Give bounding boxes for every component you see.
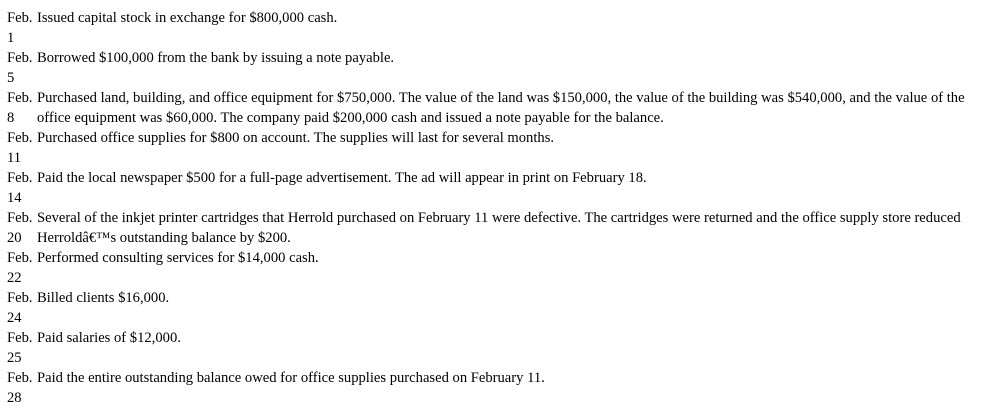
transaction-date xyxy=(7,168,37,208)
transaction-row xyxy=(7,8,1005,48)
transaction-month: Feb. xyxy=(7,330,33,346)
transaction-day: 8 xyxy=(7,110,15,126)
transaction-day: 22 xyxy=(7,270,22,286)
transaction-date xyxy=(7,248,37,288)
transaction-day: 20 xyxy=(7,230,22,246)
transaction-description: Purchased land, building, and office equipment for $750,000. The value of the land was $150,000, the value of the building was $540,000, and the value of the office equipment was $60,000. The company paid $200,000 cash and issued a note payable for the balance. xyxy=(37,90,965,126)
transaction-month: Feb. xyxy=(7,290,33,306)
transaction-day: 28 xyxy=(7,390,22,406)
transaction-row xyxy=(7,368,1005,408)
transaction-month: Feb. xyxy=(7,50,33,66)
transaction-month: Feb. xyxy=(7,90,33,106)
transaction-row xyxy=(7,288,1005,328)
transaction-description: Borrowed $100,000 from the bank by issuing a note payable. xyxy=(37,50,395,66)
transaction-month: Feb. xyxy=(7,210,33,226)
transaction-row xyxy=(7,328,1005,368)
transaction-date xyxy=(7,208,37,248)
transaction-month: Feb. xyxy=(7,370,33,386)
transaction-date xyxy=(7,88,37,128)
transaction-description: Performed consulting services for $14,000 cash. xyxy=(37,250,319,266)
transaction-description: Paid the local newspaper $500 for a full-page advertisement. The ad will appear in print on February 18. xyxy=(37,170,647,186)
transaction-row xyxy=(7,88,1005,128)
transaction-description: Purchased office supplies for $800 on account. The supplies will last for several months. xyxy=(37,130,555,146)
transaction-date xyxy=(7,48,37,88)
transaction-description: Issued capital stock in exchange for $800,000 cash. xyxy=(37,10,338,26)
transaction-row xyxy=(7,208,1005,248)
transaction-date xyxy=(7,128,37,168)
transaction-day: 1 xyxy=(7,30,15,46)
transaction-date xyxy=(7,8,37,48)
transaction-day: 14 xyxy=(7,190,22,206)
transaction-date xyxy=(7,288,37,328)
transaction-description: Paid the entire outstanding balance owed for office supplies purchased on February 11. xyxy=(37,370,545,386)
transaction-row xyxy=(7,128,1005,168)
transaction-row xyxy=(7,248,1005,288)
transaction-day: 5 xyxy=(7,70,15,86)
transaction-description: Several of the inkjet printer cartridges that Herrold purchased on February 11 were defective. The cartridges were returned and the office supply store reduced Herroldâ€™s outstanding balance by $200. xyxy=(37,210,961,246)
transaction-description: Billed clients $16,000. xyxy=(37,290,170,306)
transaction-day: 24 xyxy=(7,310,22,326)
transaction-row xyxy=(7,168,1005,208)
transaction-description: Paid salaries of $12,000. xyxy=(37,330,181,346)
transaction-month: Feb. xyxy=(7,10,33,26)
transaction-day: 25 xyxy=(7,350,22,366)
transaction-month: Feb. xyxy=(7,130,33,146)
transaction-month: Feb. xyxy=(7,250,33,266)
transaction-month: Feb. xyxy=(7,170,33,186)
transaction-row xyxy=(7,48,1005,88)
transaction-date xyxy=(7,328,37,368)
transaction-date xyxy=(7,368,37,408)
transaction-day: 11 xyxy=(7,150,22,166)
